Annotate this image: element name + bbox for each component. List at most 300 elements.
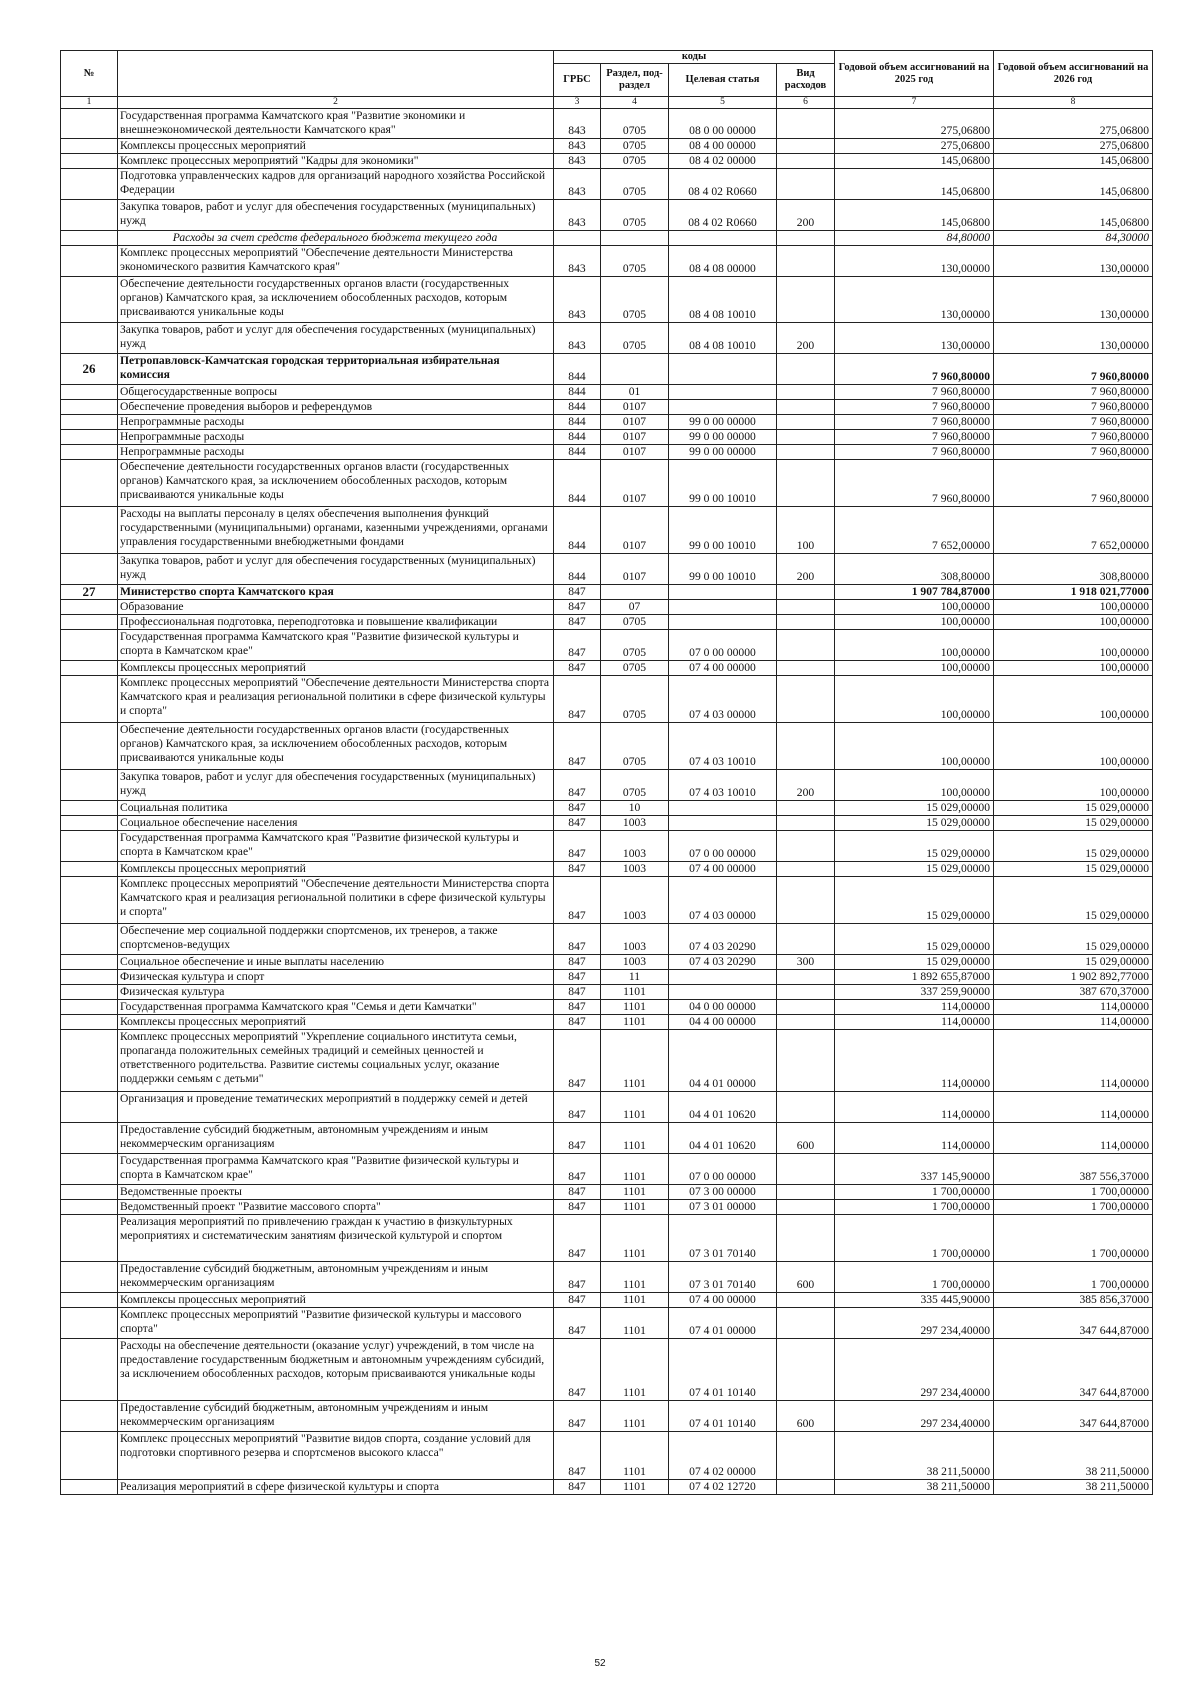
amount-2026: 114,00000 [994, 1030, 1153, 1092]
grbs-code: 847 [554, 831, 601, 862]
amount-2026: 15 029,00000 [994, 862, 1153, 877]
expense-name: Социальная политика [118, 801, 554, 816]
section-code: 0705 [601, 200, 669, 231]
section-code: 07 [601, 600, 669, 615]
target-article-code: 07 4 01 00000 [669, 1308, 777, 1339]
expense-type-code [777, 354, 835, 385]
target-article-code: 07 4 00 00000 [669, 862, 777, 877]
target-article-code: 08 4 08 10010 [669, 277, 777, 323]
table-row [61, 630, 1153, 661]
target-article-code: 04 4 01 10620 [669, 1092, 777, 1123]
row-number: 27 [61, 585, 118, 600]
section-code: 0705 [601, 323, 669, 354]
grbs-code: 843 [554, 200, 601, 231]
amount-2025: 130,00000 [835, 246, 994, 277]
amount-2026: 7 960,80000 [994, 430, 1153, 445]
expense-type-code [777, 445, 835, 460]
amount-2026: 100,00000 [994, 661, 1153, 676]
amount-2025: 100,00000 [835, 630, 994, 661]
row-number: 26 [61, 354, 118, 385]
section-code: 0705 [601, 615, 669, 630]
target-article-code: 04 4 01 10620 [669, 1123, 777, 1154]
target-article-code: 99 0 00 00000 [669, 430, 777, 445]
target-article-code: 07 4 03 00000 [669, 676, 777, 723]
expense-name: Ведомственные проекты [118, 1185, 554, 1200]
table-row [61, 676, 1153, 723]
expense-type-code [777, 985, 835, 1000]
expense-name: Предоставление субсидий бюджетным, автономным учреждениям и иным некоммерческим организациям [118, 1262, 554, 1293]
expense-name: Закупка товаров, работ и услуг для обеспечения государственных (муниципальных) нужд [118, 554, 554, 585]
section-code: 0705 [601, 723, 669, 770]
expense-name: Социальное обеспечение и иные выплаты населению [118, 955, 554, 970]
section-code: 0705 [601, 169, 669, 200]
section-code: 0705 [601, 139, 669, 154]
expense-name: Обеспечение деятельности государственных органов власти (государственных органов) Камчатского края, за исключением обособленных расходов, которым присваиваются уникальные коды [118, 277, 554, 323]
table-row [61, 415, 1153, 430]
row-number [61, 985, 118, 1000]
grbs-code: 847 [554, 1339, 601, 1401]
row-number [61, 400, 118, 415]
expense-type-code: 100 [777, 507, 835, 554]
expense-name: Ведомственный проект "Развитие массового спорта" [118, 1200, 554, 1215]
table-body [61, 109, 1153, 1495]
expense-name: Физическая культура [118, 985, 554, 1000]
column-number: 2 [118, 97, 554, 109]
expense-type-code [777, 460, 835, 507]
section-code: 1101 [601, 1123, 669, 1154]
row-number [61, 1432, 118, 1480]
row-number [61, 1215, 118, 1262]
expense-name: Подготовка управленческих кадров для организаций народного хозяйства Российской Федерации [118, 169, 554, 200]
expense-type-code [777, 1339, 835, 1401]
table-row [61, 801, 1153, 816]
amount-2025: 15 029,00000 [835, 924, 994, 955]
expense-type-code: 600 [777, 1401, 835, 1432]
header-number: № [61, 51, 118, 97]
amount-2025: 15 029,00000 [835, 862, 994, 877]
amount-2025: 100,00000 [835, 600, 994, 615]
target-article-code: 07 4 03 20290 [669, 924, 777, 955]
expense-type-code [777, 231, 835, 246]
row-number [61, 770, 118, 801]
target-article-code: 07 0 00 00000 [669, 630, 777, 661]
section-code: 01 [601, 385, 669, 400]
target-article-code: 07 4 02 12720 [669, 1480, 777, 1495]
expense-name: Комплекс процессных мероприятий "Обеспечение деятельности Министерства спорта Камчатского края и реализация региональной политики в сфере физической культуры и спорта" [118, 877, 554, 924]
amount-2026: 347 644,87000 [994, 1308, 1153, 1339]
amount-2025: 275,06800 [835, 139, 994, 154]
row-number [61, 169, 118, 200]
grbs-code: 847 [554, 723, 601, 770]
amount-2026: 38 211,50000 [994, 1480, 1153, 1495]
amount-2025: 145,06800 [835, 169, 994, 200]
row-number [61, 615, 118, 630]
expense-name: Закупка товаров, работ и услуг для обеспечения государственных (муниципальных) нужд [118, 200, 554, 231]
target-article-code: 07 4 01 10140 [669, 1339, 777, 1401]
section-code: 1101 [601, 1339, 669, 1401]
amount-2025: 337 145,90000 [835, 1154, 994, 1185]
row-number [61, 970, 118, 985]
amount-2025: 84,80000 [835, 231, 994, 246]
row-number [61, 139, 118, 154]
column-number: 4 [601, 97, 669, 109]
target-article-code: 08 4 02 R0660 [669, 169, 777, 200]
expense-type-code [777, 246, 835, 277]
table-row [61, 1480, 1153, 1495]
grbs-code: 847 [554, 585, 601, 600]
amount-2025: 15 029,00000 [835, 831, 994, 862]
grbs-code: 844 [554, 354, 601, 385]
row-number [61, 1030, 118, 1092]
section-code: 0705 [601, 661, 669, 676]
header-codes: коды [554, 51, 835, 64]
section-code: 1003 [601, 831, 669, 862]
target-article-code: 04 0 00 00000 [669, 1000, 777, 1015]
target-article-code [669, 615, 777, 630]
row-number [61, 323, 118, 354]
expense-name: Расходы за счет средств федерального бюджета текущего года [118, 231, 554, 246]
amount-2025: 145,06800 [835, 154, 994, 169]
section-code: 11 [601, 970, 669, 985]
section-code: 0705 [601, 277, 669, 323]
row-number [61, 385, 118, 400]
expense-name: Закупка товаров, работ и услуг для обеспечения государственных (муниципальных) нужд [118, 323, 554, 354]
target-article-code [669, 970, 777, 985]
row-number [61, 200, 118, 231]
amount-2025: 15 029,00000 [835, 801, 994, 816]
table-row [61, 430, 1153, 445]
row-number [61, 955, 118, 970]
table-row [61, 231, 1153, 246]
section-code: 0107 [601, 430, 669, 445]
amount-2025: 100,00000 [835, 661, 994, 676]
grbs-code: 847 [554, 1262, 601, 1293]
grbs-code: 844 [554, 507, 601, 554]
row-number [61, 600, 118, 615]
amount-2025: 15 029,00000 [835, 816, 994, 831]
expense-name: Комплексы процессных мероприятий [118, 1293, 554, 1308]
amount-2026: 100,00000 [994, 600, 1153, 615]
target-article-code: 07 4 03 20290 [669, 955, 777, 970]
row-number [61, 1293, 118, 1308]
expense-type-code: 600 [777, 1123, 835, 1154]
expense-type-code [777, 400, 835, 415]
grbs-code: 847 [554, 970, 601, 985]
amount-2025: 15 029,00000 [835, 955, 994, 970]
table-row [61, 1432, 1153, 1480]
row-number [61, 801, 118, 816]
expense-name: Комплекс процессных мероприятий "Укрепление социального института семьи, пропаганда положительных семейных традиций и семейных ценностей и ответственного родительства. Развитие системы социальных услуг, оказание поддержки семьям с детьми" [118, 1030, 554, 1092]
row-number [61, 924, 118, 955]
row-number [61, 1401, 118, 1432]
amount-2025: 130,00000 [835, 323, 994, 354]
grbs-code: 844 [554, 554, 601, 585]
grbs-code: 843 [554, 323, 601, 354]
amount-2026: 100,00000 [994, 770, 1153, 801]
grbs-code: 847 [554, 676, 601, 723]
expense-name: Предоставление субсидий бюджетным, автономным учреждениям и иным некоммерческим организациям [118, 1123, 554, 1154]
expense-name: Министерство спорта Камчатского края [118, 585, 554, 600]
target-article-code [669, 801, 777, 816]
amount-2025: 145,06800 [835, 200, 994, 231]
expense-name: Государственная программа Камчатского края "Развитие экономики и внешнеэкономической деятельности Камчатского края" [118, 109, 554, 139]
column-number: 1 [61, 97, 118, 109]
grbs-code: 847 [554, 862, 601, 877]
table-row [61, 1015, 1153, 1030]
expense-type-code [777, 1308, 835, 1339]
amount-2025: 114,00000 [835, 1000, 994, 1015]
section-code [601, 585, 669, 600]
row-number [61, 1123, 118, 1154]
expense-type-code [777, 277, 835, 323]
amount-2026: 15 029,00000 [994, 816, 1153, 831]
table-row [61, 385, 1153, 400]
table-row [61, 445, 1153, 460]
section-code: 1003 [601, 877, 669, 924]
row-number [61, 723, 118, 770]
section-code: 0705 [601, 154, 669, 169]
expense-name: Комплекс процессных мероприятий "Развитие физической культуры и массового спорта" [118, 1308, 554, 1339]
row-number [61, 816, 118, 831]
amount-2026: 1 902 892,77000 [994, 970, 1153, 985]
table-row [61, 1000, 1153, 1015]
grbs-code: 847 [554, 1293, 601, 1308]
amount-2025: 1 907 784,87000 [835, 585, 994, 600]
expense-name: Комплекс процессных мероприятий "Обеспечение деятельности Министерства экономического развития Камчатского края" [118, 246, 554, 277]
row-number [61, 1154, 118, 1185]
table-row [61, 924, 1153, 955]
amount-2025: 7 960,80000 [835, 400, 994, 415]
amount-2025: 7 960,80000 [835, 445, 994, 460]
grbs-code: 847 [554, 1432, 601, 1480]
row-number [61, 231, 118, 246]
header-name [118, 51, 554, 97]
grbs-code [554, 231, 601, 246]
grbs-code: 844 [554, 460, 601, 507]
grbs-code: 847 [554, 630, 601, 661]
target-article-code: 08 4 00 00000 [669, 139, 777, 154]
column-number: 3 [554, 97, 601, 109]
section-code: 1003 [601, 816, 669, 831]
expense-type-code [777, 109, 835, 139]
table-row [61, 816, 1153, 831]
table-row [61, 554, 1153, 585]
expense-name: Реализация мероприятий по привлечению граждан к участию в физкультурных мероприятиях и систематическим занятиям физической культурой и спортом [118, 1215, 554, 1262]
grbs-code: 847 [554, 924, 601, 955]
expense-name: Обеспечение деятельности государственных органов власти (государственных органов) Камчатского края, за исключением обособленных расходов, которым присваиваются уникальные коды [118, 460, 554, 507]
expense-name: Социальное обеспечение населения [118, 816, 554, 831]
amount-2026: 275,06800 [994, 109, 1153, 139]
grbs-code: 844 [554, 415, 601, 430]
grbs-code: 843 [554, 109, 601, 139]
table-row [61, 1200, 1153, 1215]
amount-2025: 130,00000 [835, 277, 994, 323]
section-code: 1003 [601, 955, 669, 970]
amount-2025: 7 960,80000 [835, 354, 994, 385]
expense-name: Профессиональная подготовка, переподготовка и повышение квалификации [118, 615, 554, 630]
target-article-code [669, 585, 777, 600]
expense-name: Обеспечение деятельности государственных органов власти (государственных органов) Камчатского края, за исключением обособленных расходов, которым присваиваются уникальные коды [118, 723, 554, 770]
expense-type-code [777, 1215, 835, 1262]
header-csr: Целевая статья [669, 64, 777, 97]
grbs-code: 843 [554, 277, 601, 323]
grbs-code: 847 [554, 1480, 601, 1495]
section-code [601, 231, 669, 246]
expense-name: Закупка товаров, работ и услуг для обеспечения государственных (муниципальных) нужд [118, 770, 554, 801]
section-code: 1101 [601, 1480, 669, 1495]
amount-2026: 7 960,80000 [994, 400, 1153, 415]
amount-2026: 15 029,00000 [994, 924, 1153, 955]
grbs-code: 843 [554, 246, 601, 277]
expense-name: Обеспечение проведения выборов и референдумов [118, 400, 554, 415]
row-number [61, 1339, 118, 1401]
amount-2025: 1 700,00000 [835, 1185, 994, 1200]
grbs-code: 847 [554, 1154, 601, 1185]
amount-2026: 84,30000 [994, 231, 1153, 246]
grbs-code: 847 [554, 877, 601, 924]
amount-2025: 7 960,80000 [835, 460, 994, 507]
expense-type-code [777, 385, 835, 400]
section-code: 1101 [601, 1015, 669, 1030]
table-row [61, 460, 1153, 507]
amount-2026: 100,00000 [994, 615, 1153, 630]
amount-2026: 7 960,80000 [994, 354, 1153, 385]
expense-type-code [777, 415, 835, 430]
header-grbs: ГРБС [554, 64, 601, 97]
target-article-code: 04 4 00 00000 [669, 1015, 777, 1030]
section-code: 10 [601, 801, 669, 816]
table-row [61, 661, 1153, 676]
table-row [61, 400, 1153, 415]
amount-2025: 7 960,80000 [835, 430, 994, 445]
target-article-code: 07 4 03 10010 [669, 770, 777, 801]
table-row [61, 1308, 1153, 1339]
grbs-code: 847 [554, 1215, 601, 1262]
expense-name: Непрограммные расходы [118, 445, 554, 460]
section-code: 0705 [601, 630, 669, 661]
expense-name: Общегосударственные вопросы [118, 385, 554, 400]
amount-2025: 1 892 655,87000 [835, 970, 994, 985]
row-number [61, 430, 118, 445]
table-row [61, 1339, 1153, 1401]
amount-2026: 145,06800 [994, 154, 1153, 169]
header-2026: Годовой объем ассигнований на 2026 год [994, 51, 1153, 97]
expense-type-code: 200 [777, 554, 835, 585]
expense-type-code [777, 154, 835, 169]
expense-name: Образование [118, 600, 554, 615]
expense-type-code [777, 1030, 835, 1092]
expense-type-code [777, 139, 835, 154]
amount-2025: 297 234,40000 [835, 1308, 994, 1339]
amount-2025: 100,00000 [835, 770, 994, 801]
amount-2025: 308,80000 [835, 554, 994, 585]
amount-2025: 114,00000 [835, 1030, 994, 1092]
grbs-code: 843 [554, 139, 601, 154]
expense-type-code [777, 1432, 835, 1480]
section-code: 1101 [601, 1215, 669, 1262]
section-code: 0705 [601, 109, 669, 139]
amount-2026: 38 211,50000 [994, 1432, 1153, 1480]
expense-type-code [777, 801, 835, 816]
expense-type-code [777, 676, 835, 723]
section-code: 0705 [601, 246, 669, 277]
table-row [61, 831, 1153, 862]
expense-type-code [777, 831, 835, 862]
target-article-code: 08 0 00 00000 [669, 109, 777, 139]
table-row [61, 1262, 1153, 1293]
amount-2026: 347 644,87000 [994, 1339, 1153, 1401]
amount-2026: 7 960,80000 [994, 415, 1153, 430]
amount-2025: 7 960,80000 [835, 415, 994, 430]
column-number: 7 [835, 97, 994, 109]
expense-type-code [777, 862, 835, 877]
amount-2026: 114,00000 [994, 1015, 1153, 1030]
section-code: 1101 [601, 1000, 669, 1015]
section-code: 1101 [601, 1401, 669, 1432]
expense-type-code [777, 430, 835, 445]
grbs-code: 847 [554, 1015, 601, 1030]
target-article-code [669, 231, 777, 246]
amount-2025: 297 234,40000 [835, 1401, 994, 1432]
table-row [61, 723, 1153, 770]
amount-2026: 347 644,87000 [994, 1401, 1153, 1432]
expense-type-code [777, 1200, 835, 1215]
row-number [61, 415, 118, 430]
amount-2026: 145,06800 [994, 200, 1153, 231]
grbs-code: 847 [554, 955, 601, 970]
expense-type-code: 200 [777, 200, 835, 231]
section-code: 0107 [601, 460, 669, 507]
section-code: 0107 [601, 554, 669, 585]
expense-name: Обеспечение мер социальной поддержки спортсменов, их тренеров, а также спортсменов-ведущих [118, 924, 554, 955]
amount-2026: 275,06800 [994, 139, 1153, 154]
target-article-code [669, 985, 777, 1000]
expense-name: Государственная программа Камчатского края "Семья и дети Камчатки" [118, 1000, 554, 1015]
amount-2026: 7 960,80000 [994, 385, 1153, 400]
amount-2025: 100,00000 [835, 615, 994, 630]
expense-type-code [777, 615, 835, 630]
amount-2026: 387 670,37000 [994, 985, 1153, 1000]
grbs-code: 843 [554, 154, 601, 169]
table-row [61, 1293, 1153, 1308]
amount-2026: 114,00000 [994, 1092, 1153, 1123]
target-article-code: 99 0 00 10010 [669, 507, 777, 554]
expense-name: Комплексы процессных мероприятий [118, 139, 554, 154]
grbs-code: 847 [554, 600, 601, 615]
row-number [61, 1262, 118, 1293]
amount-2026: 15 029,00000 [994, 877, 1153, 924]
amount-2026: 1 700,00000 [994, 1215, 1153, 1262]
amount-2025: 7 960,80000 [835, 385, 994, 400]
column-number: 6 [777, 97, 835, 109]
row-number [61, 554, 118, 585]
row-number [61, 630, 118, 661]
row-number [61, 109, 118, 139]
target-article-code: 07 4 00 00000 [669, 1293, 777, 1308]
target-article-code [669, 385, 777, 400]
table-row [61, 277, 1153, 323]
amount-2026: 7 960,80000 [994, 460, 1153, 507]
row-number [61, 1000, 118, 1015]
amount-2026: 1 700,00000 [994, 1185, 1153, 1200]
expense-name: Комплексы процессных мероприятий [118, 862, 554, 877]
section-code: 0107 [601, 415, 669, 430]
row-number [61, 831, 118, 862]
expense-type-code [777, 1293, 835, 1308]
expense-name: Реализация мероприятий в сфере физической культуры и спорта [118, 1480, 554, 1495]
table-row [61, 169, 1153, 200]
grbs-code: 847 [554, 985, 601, 1000]
